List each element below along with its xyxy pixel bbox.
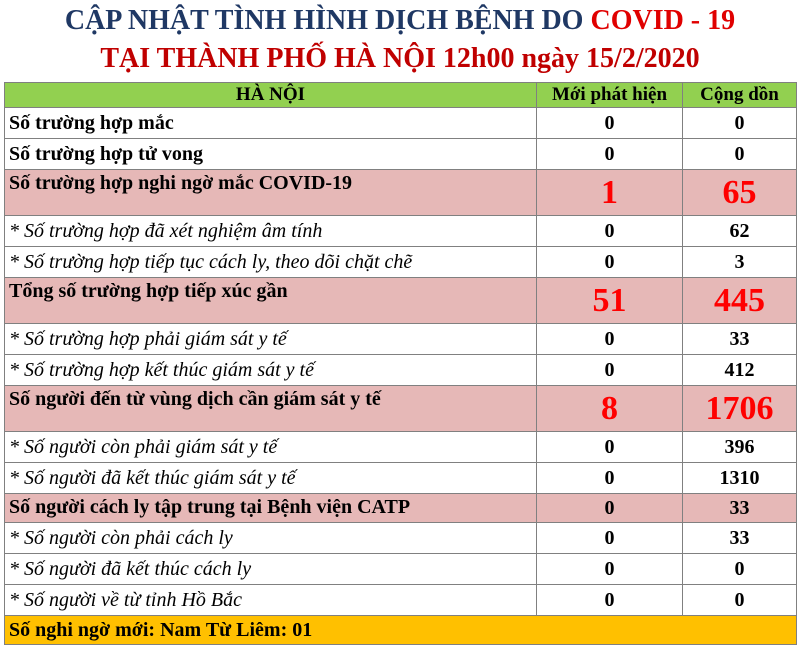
row-new: 0: [537, 585, 683, 616]
row-new: 0: [537, 247, 683, 278]
row-total: 33: [683, 523, 797, 554]
row-total: 1706: [683, 386, 797, 432]
row-new: 1: [537, 170, 683, 216]
row-label: Số người cách ly tập trung tại Bệnh viện CATP: [5, 494, 537, 523]
table-row-highlight: [5, 278, 797, 324]
table-row: [5, 324, 797, 355]
row-new: 0: [537, 432, 683, 463]
row-label: * Số trường hợp kết thúc giám sát y tế: [5, 355, 537, 386]
row-new: 0: [537, 355, 683, 386]
row-new: 0: [537, 108, 683, 139]
row-label: * Số người còn phải cách ly: [5, 523, 537, 554]
table-row-highlight: [5, 170, 797, 216]
header-total: Cộng dồn: [683, 83, 797, 108]
stats-table: [4, 82, 797, 645]
title-line-2: TẠI THÀNH PHỐ HÀ NỘI 12h00 ngày 15/2/2020: [100, 43, 700, 74]
table-row: [5, 554, 797, 585]
row-new: 0: [537, 324, 683, 355]
row-new: 0: [537, 139, 683, 170]
row-new: 0: [537, 554, 683, 585]
table-row: [5, 463, 797, 494]
row-total: 0: [683, 139, 797, 170]
table-row: [5, 523, 797, 554]
table-row-highlight: [5, 494, 797, 523]
row-label: Tổng số trường hợp tiếp xúc gần: [5, 278, 537, 324]
header-new: Mới phát hiện: [537, 83, 683, 108]
row-total: 0: [683, 585, 797, 616]
row-total: 0: [683, 108, 797, 139]
row-total: 33: [683, 494, 797, 523]
row-total: 3: [683, 247, 797, 278]
row-label: Số trường hợp tử vong: [5, 139, 537, 170]
footer-row: [5, 616, 797, 645]
row-label: * Số người còn phải giám sát y tế: [5, 432, 537, 463]
title-line-1: [0, 2, 800, 40]
row-new: 0: [537, 494, 683, 523]
row-total: 445: [683, 278, 797, 324]
row-new: 0: [537, 523, 683, 554]
row-total: 412: [683, 355, 797, 386]
row-label: Số trường hợp nghi ngờ mắc COVID-19: [5, 170, 537, 216]
header-region: HÀ NỘI: [5, 83, 537, 108]
row-new: 0: [537, 216, 683, 247]
row-new: 51: [537, 278, 683, 324]
footer-note: Số nghi ngờ mới: Nam Từ Liêm: 01: [5, 616, 797, 645]
row-label: Số người đến từ vùng dịch cần giám sát y tế: [5, 386, 537, 432]
table-row: [5, 585, 797, 616]
row-label: * Số người về từ tỉnh Hồ Bắc: [5, 585, 537, 616]
table-row: [5, 216, 797, 247]
table-row: [5, 432, 797, 463]
title-prefix: CẬP NHẬT TÌNH HÌNH DỊCH BỆNH DO: [64, 5, 591, 36]
row-label: * Số người đã kết thúc cách ly: [5, 554, 537, 585]
row-total: 396: [683, 432, 797, 463]
title-covid: COVID - 19: [590, 5, 736, 36]
table-row: [5, 355, 797, 386]
table-header-row: [5, 83, 797, 108]
table-row: [5, 139, 797, 170]
row-total: 1310: [683, 463, 797, 494]
row-total: 0: [683, 554, 797, 585]
row-total: 62: [683, 216, 797, 247]
table-row: [5, 247, 797, 278]
row-total: 33: [683, 324, 797, 355]
row-label: Số trường hợp mắc: [5, 108, 537, 139]
row-total: 65: [683, 170, 797, 216]
row-new: 8: [537, 386, 683, 432]
row-label: * Số trường hợp đã xét nghiệm âm tính: [5, 216, 537, 247]
row-label: * Số trường hợp phải giám sát y tế: [5, 324, 537, 355]
row-label: * Số trường hợp tiếp tục cách ly, theo dõi chặt chẽ: [5, 247, 537, 278]
row-new: 0: [537, 463, 683, 494]
row-label: * Số người đã kết thúc giám sát y tế: [5, 463, 537, 494]
table-row-highlight: [5, 386, 797, 432]
table-row: [5, 108, 797, 139]
